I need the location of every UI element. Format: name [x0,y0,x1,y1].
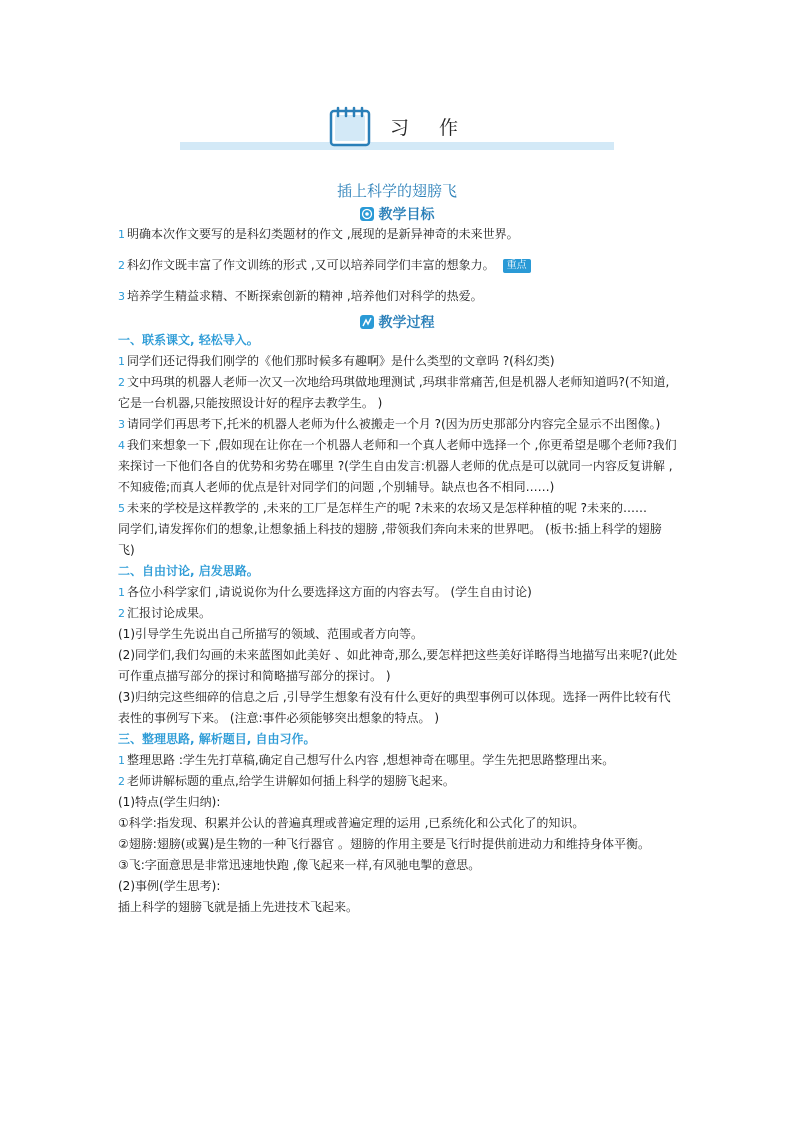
paragraph: 同学们,请发挥你们的想象,让想象插上科技的翅膀 ,带领我们奔向未来的世界吧。 (板书:插上科学的翅膀飞) [118,522,662,557]
process-content [118,330,678,918]
header-title: 习作 [390,117,489,139]
target-icon [360,207,374,221]
process-icon [360,315,374,329]
sub-item: ③飞:字面意思是非常迅速地快跑 ,像飞起来一样,有风驰电掣的意思。 [118,858,481,872]
list-item: 1 整理思路 :学生先打草稿,确定自己想写什么内容 ,想想神奇在哪里。学生先把思路整理出来。 [118,753,615,767]
list-item: 1 同学们还记得我们刚学的《他们那时候多有趣啊》是什么类型的文章吗 ?(科幻类) [118,354,555,368]
part-title: 二、自由讨论, 启发思路。 [118,564,259,578]
lesson-title: 插上科学的翅膀飞 [336,182,457,200]
list-item: 2 老师讲解标题的重点,给学生讲解如何插上科学的翅膀飞起来。 [118,774,455,788]
process-heading [0,312,794,332]
key-point-badge: 重点 [503,259,531,273]
goal-item: 3 培养学生精益求精、不断探索创新的精神 ,培养他们对科学的热爱。 [118,289,483,303]
list-item: 3 请同学们再思考下,托米的机器人老师为什么被搬走一个月 ?(因为历史那部分内容完全显示不出图像。) [118,417,661,431]
list-item: 4 我们来想象一下 ,假如现在让你在一个机器人老师和一个真人老师中选择一个 ,你更希望是哪个老师?我们来探讨一下他们各自的优势和劣势在哪里 ?(学生自由发言:机器人老师的优点是可以就同一内容反复讲解 ,不知疲倦;而真人老师的优点是针对同学们的问题 ,个别辅导。缺点也各不相同……) [118,438,677,494]
sub-item: 插上科学的翅膀飞就是插上先进技术飞起来。 [118,900,359,914]
process-heading-label: 教学过程 [378,315,435,331]
goal-item: 2 科幻作文既丰富了作文训练的形式 ,又可以培养同学们丰富的想象力。 重点 [118,255,678,276]
goals-heading [0,204,794,224]
sub-item: (2)事例(学生思考): [118,879,221,893]
sub-item: (1)引导学生先说出自己所描写的领域、范围或者方向等。 [118,627,424,641]
list-item: 2 汇报讨论成果。 [118,606,212,620]
sub-item: (2)同学们,我们勾画的未来蓝图如此美好 、如此神奇,那么,要怎样把这些美好详略得当地描写出来呢?(此处可作重点描写部分的探讨和简略描写部分的探讨。 ) [118,648,678,683]
list-item: 2 文中玛琪的机器人老师一次又一次地给玛琪做地理测试 ,玛琪非常痛苦,但是机器人老师知道吗?(不知道,它是一台机器,只能按照设计好的程序去教学生。 ) [118,375,670,410]
section-header [180,100,614,152]
part-title: 三、整理思路, 解析题目, 自由习作。 [118,732,316,746]
sub-item: ②翅膀:翅膀(或翼)是生物的一种飞行器官 。翅膀的作用主要是飞行时提供前进动力和维持身体平衡。 [118,837,650,851]
sub-item: ①科学:指发现、积累并公认的普遍真理或普遍定理的运用 ,已系统化和公式化了的知识。 [118,816,585,830]
sub-item: (3)归纳完这些细碎的信息之后 ,引导学生想象有没有什么更好的典型事例可以体现。选择一两件比较有代表性的事例写下来。 (注意:事件必须能够突出想象的特点。 ) [118,690,671,725]
list-item: 1 各位小科学家们 ,请说说你为什么要选择这方面的内容去写。 (学生自由讨论) [118,585,532,599]
notebook-icon [327,104,375,148]
header-underline [180,142,614,150]
goals-heading-label: 教学目标 [378,207,435,223]
part-title: 一、联系课文, 轻松导入。 [118,333,259,347]
list-item: 5 未来的学校是这样教学的 ,未来的工厂是怎样生产的呢 ?未来的农场又是怎样种植的呢 ?未来的…… [118,501,647,515]
goal-item: 1 明确本次作文要写的是科幻类题材的作文 ,展现的是新异神奇的未来世界。 [118,227,519,241]
goals-list [118,224,678,307]
sub-item: (1)特点(学生归纳): [118,795,221,809]
